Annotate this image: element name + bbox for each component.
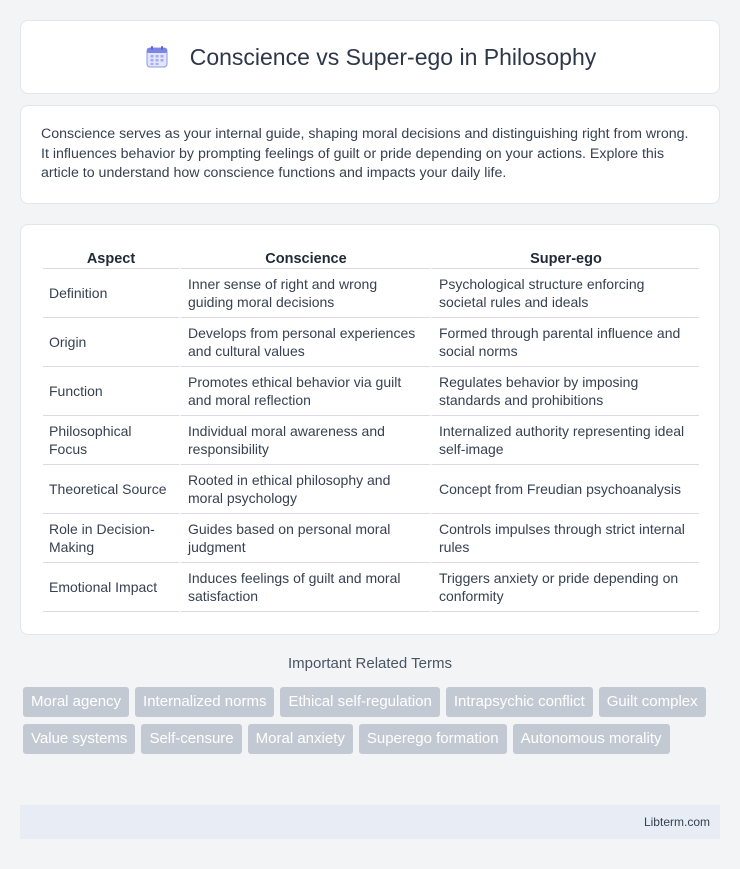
footer (20, 805, 720, 839)
row-conscience: Rooted in ethical philosophy and moral psychology (179, 465, 430, 514)
table-row (43, 367, 699, 416)
table-row (43, 514, 699, 563)
row-aspect: Origin (43, 318, 179, 367)
row-conscience: Guides based on personal moral judgment (179, 514, 430, 563)
row-conscience: Develops from personal experiences and cultural values (179, 318, 430, 367)
intro-text: Conscience serves as your internal guide, shaping moral decisions and distinguishing right from wrong. It influences behavior by prompting feelings of guilt or pride depending on your actions. Explore this article to understand how conscience functions and impacts your daily life. (41, 126, 689, 181)
footer-site-link[interactable]: Libterm.com (643, 815, 710, 829)
title-wrap (144, 44, 597, 71)
row-conscience: Induces feelings of guilt and moral satisfaction (179, 563, 430, 612)
table-row (43, 416, 699, 465)
table-header-row (43, 246, 699, 269)
page-title: Conscience vs Super-ego in Philosophy (189, 43, 597, 70)
tag-superego-formation[interactable]: Superego formation (359, 724, 507, 754)
header-card (20, 20, 720, 94)
tag-guilt-complex[interactable]: Guilt complex (599, 687, 706, 717)
tag-value-systems[interactable]: Value systems (23, 724, 135, 754)
tag-moral-anxiety[interactable]: Moral anxiety (248, 724, 353, 754)
table-row (43, 563, 699, 612)
related-terms-tags (23, 687, 723, 754)
tag-ethical-self-regulation[interactable]: Ethical self-regulation (280, 687, 439, 717)
related-terms-title: Important Related Terms (288, 655, 452, 672)
row-aspect: Philosophical Focus (43, 416, 179, 465)
header-super-ego: Super-ego (430, 246, 699, 269)
tag-self-censure[interactable]: Self-censure (141, 724, 241, 754)
row-super-ego: Regulates behavior by imposing standards and prohibitions (430, 367, 699, 416)
table-row (43, 465, 699, 514)
header-aspect: Aspect (43, 246, 179, 269)
row-super-ego: Formed through parental influence and social norms (430, 318, 699, 367)
tag-internalized-norms[interactable]: Internalized norms (135, 687, 274, 717)
row-conscience: Promotes ethical behavior via guilt and moral reflection (179, 367, 430, 416)
comparison-table-card (20, 224, 720, 635)
row-aspect: Emotional Impact (43, 563, 179, 612)
table-row (43, 318, 699, 367)
row-super-ego: Internalized authority representing ideal self-image (430, 416, 699, 465)
intro-card (20, 105, 720, 204)
table-row (43, 269, 699, 318)
row-aspect: Role in Decision-Making (43, 514, 179, 563)
row-aspect: Definition (43, 269, 179, 318)
tag-intrapsychic-conflict[interactable]: Intrapsychic conflict (446, 687, 593, 717)
row-conscience: Inner sense of right and wrong guiding moral decisions (179, 269, 430, 318)
row-aspect: Function (43, 367, 179, 416)
tag-autonomous-morality[interactable]: Autonomous morality (513, 724, 670, 754)
calendar-icon (144, 44, 170, 70)
comparison-table (43, 246, 699, 612)
row-super-ego: Triggers anxiety or pride depending on conformity (430, 563, 699, 612)
tag-moral-agency[interactable]: Moral agency (23, 687, 129, 717)
header-conscience: Conscience (179, 246, 430, 269)
row-super-ego: Controls impulses through strict internal rules (430, 514, 699, 563)
row-aspect: Theoretical Source (43, 465, 179, 514)
row-conscience: Individual moral awareness and responsibility (179, 416, 430, 465)
row-super-ego: Concept from Freudian psychoanalysis (430, 465, 699, 514)
row-super-ego: Psychological structure enforcing societal rules and ideals (430, 269, 699, 318)
